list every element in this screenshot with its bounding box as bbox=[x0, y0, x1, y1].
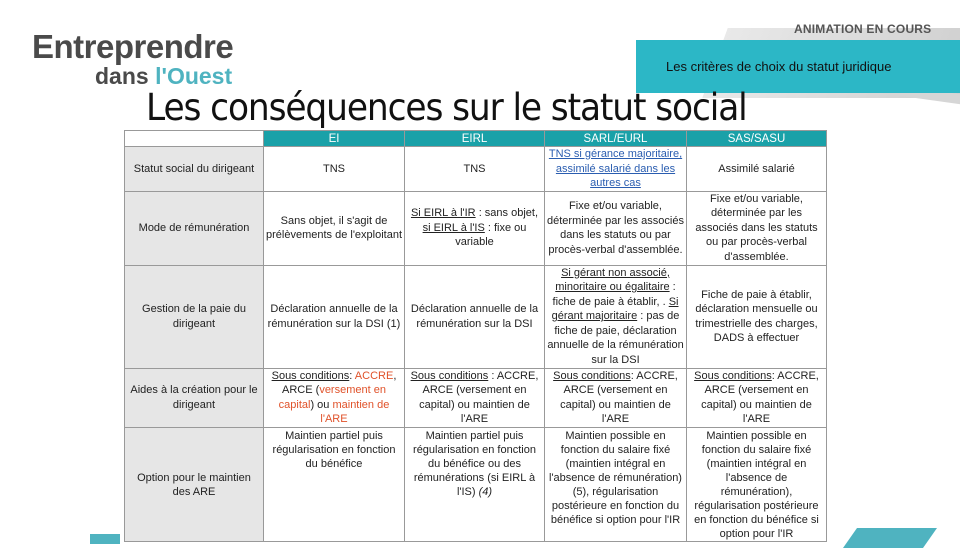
table-row bbox=[125, 427, 827, 541]
row-label: Mode de rémunération bbox=[125, 191, 264, 265]
row-label: Aides à la création pour le dirigeant bbox=[125, 368, 264, 427]
row-label: Statut social du dirigeant bbox=[125, 147, 264, 192]
column-header-sarl: SARL/EURL bbox=[545, 131, 687, 147]
cell-text: TNS bbox=[323, 162, 345, 175]
page-title: Les conséquences sur le statut social bbox=[146, 86, 747, 129]
cell-text: Assimilé salarié bbox=[718, 162, 795, 175]
table-row bbox=[125, 191, 827, 265]
table-cell bbox=[405, 265, 545, 368]
logo-line1: Entreprendre bbox=[32, 28, 234, 65]
cell-text: ) ou bbox=[310, 398, 333, 411]
table-cell bbox=[264, 368, 405, 427]
status-label: ANIMATION EN COURS bbox=[794, 22, 932, 36]
cell-text: versement en capital bbox=[278, 384, 386, 411]
table-row bbox=[125, 265, 827, 368]
comparison-table bbox=[124, 130, 827, 542]
cell-text: Sous conditions bbox=[410, 369, 489, 382]
cell-text: Si EIRL à l'IR bbox=[410, 207, 476, 220]
header-blank bbox=[125, 131, 264, 147]
cell-text: Si gérant majoritaire bbox=[551, 295, 679, 323]
cell-text: : fiche de paie à établir, . bbox=[552, 281, 676, 308]
cell-text: Maintien partiel puis régularisation en fonction du bénéfice ou des rémunérations (si EIRL à l'IS) bbox=[413, 429, 536, 498]
table-row bbox=[125, 147, 827, 192]
cell-text: : ACCRE, ARCE (versement en capital) ou maintien de l'ARE bbox=[419, 369, 539, 425]
cell-text: : fixe ou variable bbox=[455, 221, 527, 249]
table-cell bbox=[687, 427, 827, 541]
cell-text: Si gérant non associé, minoritaire ou égalitaire bbox=[555, 266, 670, 294]
cell-text: Déclaration annuelle de la rémunération sur la DSI (1) bbox=[267, 303, 401, 330]
table-cell bbox=[687, 147, 827, 192]
cell-text: (4) bbox=[478, 485, 493, 498]
table-cell bbox=[264, 147, 405, 192]
cell-text: si EIRL à l'IS bbox=[422, 221, 485, 234]
table-cell bbox=[405, 191, 545, 265]
table-cell bbox=[687, 191, 827, 265]
cell-text: Sous conditions bbox=[694, 369, 772, 382]
table-row bbox=[125, 368, 827, 427]
cell-text: Sans objet, il s'agit de prélèvements de l'exploitant bbox=[266, 214, 403, 241]
decorative-stripe-left bbox=[90, 534, 120, 544]
cell-text: Déclaration annuelle de la rémunération sur la DSI bbox=[410, 303, 539, 330]
cell-text: TNS bbox=[463, 162, 486, 175]
row-label: Gestion de la paie du dirigeant bbox=[125, 265, 264, 368]
table-cell bbox=[264, 427, 405, 541]
decorative-stripe bbox=[843, 528, 937, 548]
table-cell bbox=[545, 147, 687, 192]
table-cell bbox=[687, 368, 827, 427]
column-header-eirl: EIRL bbox=[405, 131, 545, 147]
cell-text: Maintien partiel puis régularisation en fonction du bénéfice bbox=[272, 429, 396, 470]
cell-text: Fixe et/ou variable, déterminée par les associés dans les statuts ou par procès-verbal d'assemblée. bbox=[547, 200, 684, 256]
cell-text: maintien de l'ARE bbox=[320, 398, 390, 425]
cell-text: : sans objet, bbox=[475, 207, 539, 220]
cell-text: ACCRE bbox=[354, 369, 394, 382]
cell-text: : bbox=[349, 369, 355, 382]
table-cell bbox=[545, 427, 687, 541]
table-cell bbox=[545, 191, 687, 265]
logo-dans: dans bbox=[95, 63, 156, 89]
table-cell bbox=[405, 147, 545, 192]
row-label: Option pour le maintien des ARE bbox=[125, 427, 264, 541]
column-header-ei: EI bbox=[264, 131, 405, 147]
table-cell bbox=[545, 265, 687, 368]
table-cell bbox=[405, 368, 545, 427]
cell-text: TNS si gérance majoritaire, assimilé salarié dans les autres cas bbox=[548, 148, 683, 189]
table-cell bbox=[405, 427, 545, 541]
table-cell bbox=[264, 265, 405, 368]
cell-text: , ARCE ( bbox=[282, 369, 397, 396]
cell-text: : ACCRE, ARCE (versement en capital) ou maintien de l'ARE bbox=[701, 369, 819, 425]
section-title: Les critères de choix du statut juridique bbox=[666, 59, 892, 74]
table-header-row bbox=[125, 131, 827, 147]
cell-text: Sous conditions bbox=[553, 369, 631, 382]
cell-text: : ACCRE, ARCE (versement en capital) ou maintien de l'ARE bbox=[560, 369, 678, 425]
cell-text: : pas de fiche de paie, déclaration annuelle de la rémunération sur la DSI bbox=[547, 310, 684, 366]
cell-text: Sous conditions bbox=[271, 369, 350, 382]
table-cell bbox=[545, 368, 687, 427]
cell-text: Maintien possible en fonction du salaire fixé (maintien intégral en l'absence de rémunération), régularisation postérieure en fonction du bénéfice si option pour l'IR bbox=[694, 429, 819, 540]
logo-ouest: l'Ouest bbox=[155, 63, 233, 89]
table-cell bbox=[687, 265, 827, 368]
cell-text: Maintien possible en fonction du salaire fixé (maintien intégral en l'absence de rémunération) (5), régularisation postérieure en fonction du bénéfice si option pour l'IR bbox=[549, 429, 682, 526]
cell-text: Fiche de paie à établir, déclaration mensuelle ou trimestrielle des charges, DADS à effectuer bbox=[695, 288, 818, 344]
cell-text: Fixe et/ou variable, déterminée par les associés dans les statuts ou par procès-verbal d'assemblée. bbox=[695, 192, 818, 263]
table-cell bbox=[264, 191, 405, 265]
column-header-sas: SAS/SASU bbox=[687, 131, 827, 147]
